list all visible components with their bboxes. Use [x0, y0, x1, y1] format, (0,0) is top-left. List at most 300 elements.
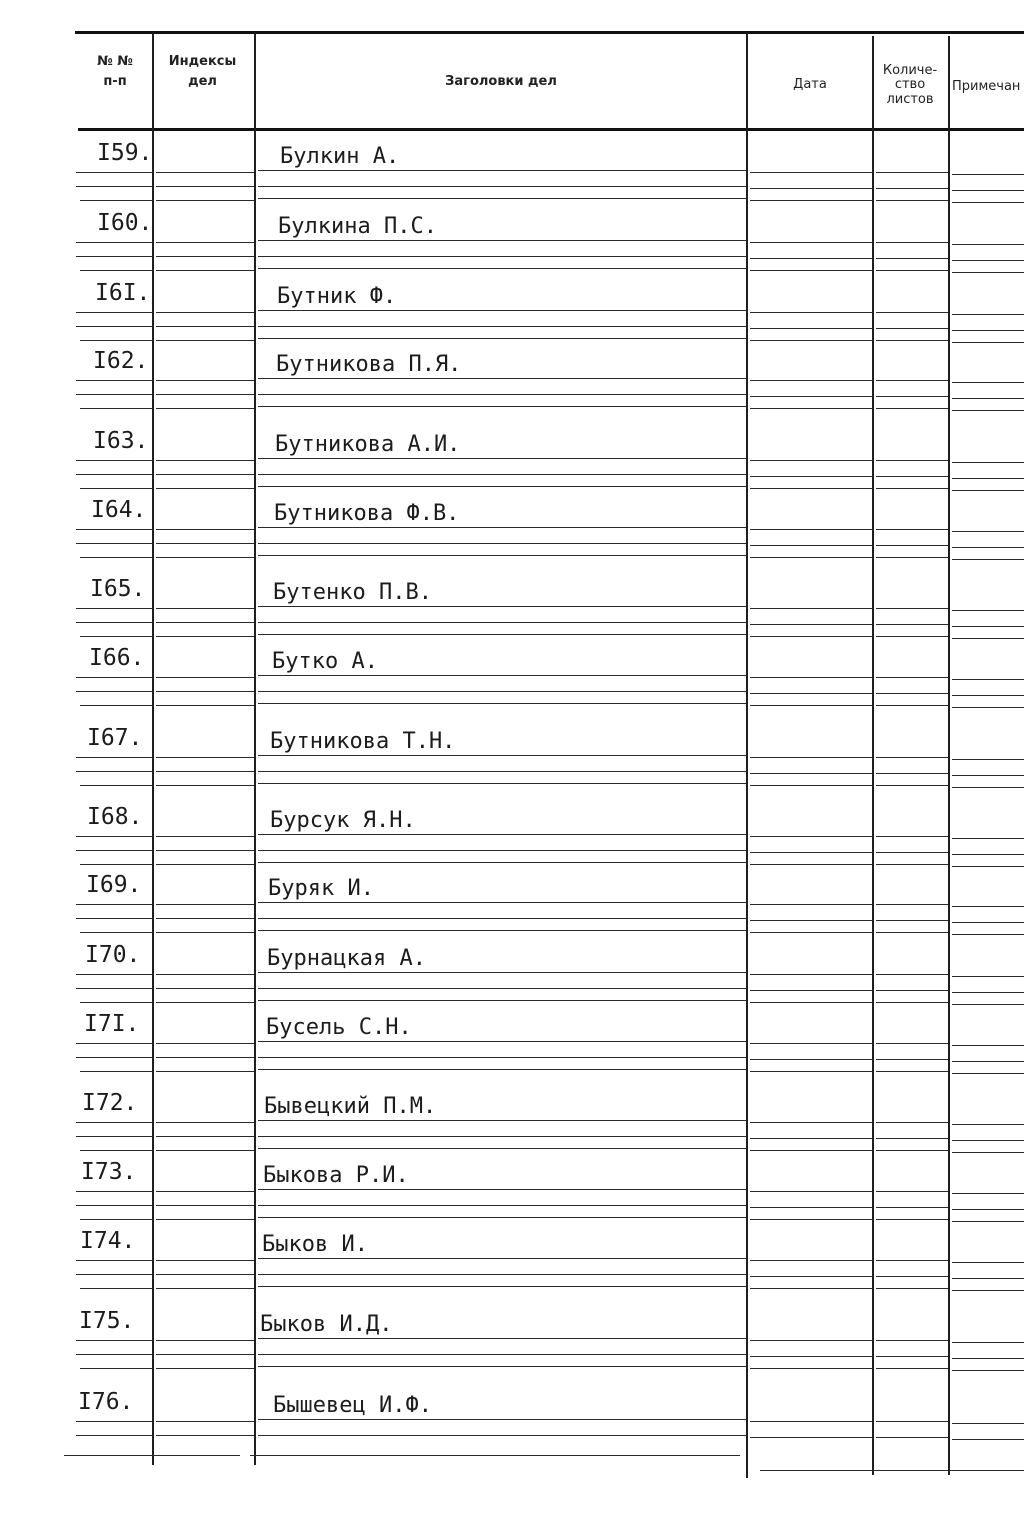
row-separator [258, 862, 746, 863]
row-separator [750, 396, 872, 397]
row-separator [258, 634, 746, 635]
row-separator [156, 850, 254, 851]
row-separator [76, 543, 152, 544]
row-underline [750, 757, 872, 758]
divider-date-sheets [872, 36, 874, 1475]
row-separator [876, 932, 948, 933]
row-separator [156, 200, 254, 201]
row-underline [952, 838, 1024, 839]
row-title: Буряк И. [268, 876, 374, 901]
row-separator [952, 854, 1024, 855]
row-underline [952, 462, 1024, 463]
header-number [80, 52, 150, 92]
row-underline [750, 974, 872, 975]
row-separator [76, 1136, 152, 1137]
row-separator [156, 771, 254, 772]
row-separator [750, 1437, 872, 1438]
row-separator [258, 771, 746, 772]
row-separator [952, 1278, 1024, 1279]
row-separator [876, 624, 948, 625]
row-underline [952, 314, 1024, 315]
row-underline [258, 834, 746, 835]
row-separator [258, 406, 746, 407]
row-number: I74. [80, 1228, 136, 1254]
row-separator [952, 190, 1024, 191]
row-separator [258, 1136, 746, 1137]
row-separator [952, 626, 1024, 627]
row-underline [952, 382, 1024, 383]
row-underline [750, 677, 872, 678]
row-underline [76, 242, 152, 243]
row-underline [750, 529, 872, 530]
row-underline [876, 677, 948, 678]
row-separator [156, 186, 254, 187]
row-separator [952, 398, 1024, 399]
row-separator [750, 545, 872, 546]
row-separator [952, 866, 1024, 867]
row-underline [952, 610, 1024, 611]
row-underline [750, 904, 872, 905]
header-title: Заголовки дел [445, 74, 557, 89]
row-separator [156, 622, 254, 623]
row-separator [750, 1219, 872, 1220]
row-number: I67. [87, 725, 143, 751]
row-separator [750, 1138, 872, 1139]
row-separator [876, 340, 948, 341]
row-separator [876, 557, 948, 558]
row-underline [156, 172, 254, 173]
row-underline [258, 1189, 746, 1190]
divider-index-title [254, 33, 256, 1465]
row-title: Бутникова Ф.В. [274, 501, 460, 526]
row-underline [76, 836, 152, 837]
row-separator [876, 270, 948, 271]
row-separator [258, 1435, 746, 1436]
row-underline [76, 1122, 152, 1123]
header-bottom-border [78, 128, 1024, 131]
row-separator [156, 1136, 254, 1137]
row-separator [76, 771, 152, 772]
row-underline [258, 902, 746, 903]
header-notes: Примечан [952, 79, 1021, 94]
row-underline [76, 380, 152, 381]
row-separator [258, 326, 746, 327]
row-underline [876, 1043, 948, 1044]
row-separator [258, 930, 746, 931]
row-separator [876, 1207, 948, 1208]
row-separator [156, 557, 254, 558]
row-underline [750, 1340, 872, 1341]
row-separator [156, 988, 254, 989]
row-separator [952, 787, 1024, 788]
row-underline [952, 1342, 1024, 1343]
row-separator [876, 545, 948, 546]
row-separator [952, 1439, 1024, 1440]
row-separator [80, 1150, 152, 1151]
divider-title-date [746, 33, 748, 1478]
row-separator [750, 1288, 872, 1289]
row-underline [76, 529, 152, 530]
row-separator [952, 272, 1024, 273]
row-separator [80, 705, 152, 706]
row-separator [258, 918, 746, 919]
row-underline [156, 608, 254, 609]
row-separator [876, 773, 948, 774]
row-separator [750, 785, 872, 786]
row-separator [952, 478, 1024, 479]
row-title: Бутникова А.И. [275, 432, 461, 457]
row-separator [258, 1217, 746, 1218]
row-separator [750, 258, 872, 259]
row-title: Бутенко П.В. [273, 580, 432, 605]
row-separator [80, 408, 152, 409]
row-underline [876, 904, 948, 905]
row-separator [80, 785, 152, 786]
row-underline [76, 974, 152, 975]
row-separator [156, 1354, 254, 1355]
row-underline [156, 1191, 254, 1192]
header-number-line-2: п-п [103, 74, 127, 90]
row-separator [750, 864, 872, 865]
row-title: Бутник Ф. [277, 284, 397, 309]
row-underline [156, 1340, 254, 1341]
row-separator [750, 852, 872, 853]
row-separator [80, 557, 152, 558]
row-separator [952, 330, 1024, 331]
row-underline [258, 1258, 746, 1259]
row-separator [258, 691, 746, 692]
row-number: I70. [85, 942, 141, 968]
row-separator [76, 1435, 152, 1436]
row-underline [156, 836, 254, 837]
header-date: Дата [793, 77, 827, 92]
row-separator [258, 486, 746, 487]
row-underline [156, 1122, 254, 1123]
row-separator [156, 1002, 254, 1003]
row-separator [258, 703, 746, 704]
bottom-rule [64, 1455, 240, 1456]
row-separator [952, 1073, 1024, 1074]
row-underline [750, 1260, 872, 1261]
row-underline [76, 172, 152, 173]
row-separator [876, 258, 948, 259]
row-underline [952, 1262, 1024, 1263]
row-separator [876, 852, 948, 853]
row-separator [750, 636, 872, 637]
row-separator [952, 410, 1024, 411]
row-separator [876, 1150, 948, 1151]
row-separator [258, 1000, 746, 1001]
row-separator [80, 270, 152, 271]
row-separator [876, 864, 948, 865]
row-separator [80, 1002, 152, 1003]
row-separator [750, 188, 872, 189]
row-separator [750, 1150, 872, 1151]
row-separator [750, 1368, 872, 1369]
row-separator [876, 200, 948, 201]
row-underline [76, 1421, 152, 1422]
row-separator [876, 396, 948, 397]
row-separator [76, 474, 152, 475]
row-separator [750, 932, 872, 933]
row-number: I68. [87, 804, 143, 830]
row-number: I72. [82, 1090, 138, 1116]
row-separator [156, 705, 254, 706]
row-underline [258, 675, 746, 676]
row-separator [876, 328, 948, 329]
row-separator [76, 1354, 152, 1355]
row-separator [952, 1152, 1024, 1153]
row-separator [258, 1148, 746, 1149]
row-underline [76, 608, 152, 609]
row-separator [876, 705, 948, 706]
row-separator [76, 1274, 152, 1275]
row-underline [750, 380, 872, 381]
row-separator [156, 636, 254, 637]
row-separator [876, 1071, 948, 1072]
row-underline [876, 608, 948, 609]
divider-number-index [152, 33, 154, 1465]
row-separator [952, 260, 1024, 261]
row-underline [156, 757, 254, 758]
row-separator [258, 186, 746, 187]
row-underline [156, 677, 254, 678]
row-separator [258, 1354, 746, 1355]
bottom-rule [250, 1455, 740, 1456]
header-sheets-line-3: листов [886, 91, 934, 107]
row-separator [258, 1205, 746, 1206]
row-separator [750, 1356, 872, 1357]
row-separator [80, 1368, 152, 1369]
row-number: I73. [81, 1159, 137, 1185]
row-separator [80, 636, 152, 637]
row-separator [876, 1437, 948, 1438]
row-separator [876, 1002, 948, 1003]
row-number: I7I. [84, 1011, 140, 1037]
row-underline [258, 170, 746, 171]
row-underline [258, 972, 746, 973]
row-separator [952, 992, 1024, 993]
row-separator [750, 1002, 872, 1003]
row-separator [952, 1358, 1024, 1359]
row-separator [876, 1288, 948, 1289]
row-separator [750, 920, 872, 921]
row-separator [156, 1219, 254, 1220]
row-number: I66. [89, 645, 145, 671]
row-separator [156, 488, 254, 489]
row-separator [750, 557, 872, 558]
row-separator [952, 547, 1024, 548]
row-separator [156, 1071, 254, 1072]
row-underline [76, 1043, 152, 1044]
row-separator [952, 559, 1024, 560]
row-separator [80, 1219, 152, 1220]
row-underline [258, 1338, 746, 1339]
row-separator [156, 864, 254, 865]
row-separator [952, 1221, 1024, 1222]
row-title: Бывецкий П.М. [264, 1094, 437, 1119]
row-separator [156, 1368, 254, 1369]
header-index-line-2: дел [188, 74, 217, 90]
row-separator [876, 1059, 948, 1060]
row-separator [876, 1219, 948, 1220]
row-separator [156, 408, 254, 409]
row-separator [156, 543, 254, 544]
row-underline [952, 244, 1024, 245]
header-sheets [872, 64, 948, 107]
row-separator [156, 256, 254, 257]
row-underline [258, 606, 746, 607]
row-separator [156, 474, 254, 475]
row-separator [156, 1435, 254, 1436]
row-number: I62. [93, 348, 149, 374]
row-underline [258, 378, 746, 379]
row-underline [76, 460, 152, 461]
row-separator [258, 543, 746, 544]
row-number: I59. [97, 140, 153, 166]
row-separator [156, 1274, 254, 1275]
row-underline [952, 976, 1024, 977]
row-title: Быков И.Д. [260, 1312, 393, 1337]
row-separator [952, 202, 1024, 203]
row-underline [952, 759, 1024, 760]
row-title: Бусель С.Н. [266, 1015, 412, 1040]
row-separator [876, 636, 948, 637]
row-underline [258, 1120, 746, 1121]
bottom-rule [760, 1470, 1024, 1471]
row-separator [258, 256, 746, 257]
row-separator [750, 476, 872, 477]
row-underline [156, 380, 254, 381]
row-separator [80, 340, 152, 341]
row-underline [258, 240, 746, 241]
row-separator [156, 1150, 254, 1151]
row-separator [156, 691, 254, 692]
row-underline [876, 1421, 948, 1422]
row-separator [258, 198, 746, 199]
row-separator [156, 394, 254, 395]
row-separator [258, 1274, 746, 1275]
row-separator [876, 1356, 948, 1357]
row-separator [952, 1061, 1024, 1062]
row-underline [876, 757, 948, 758]
row-separator [750, 488, 872, 489]
row-underline [156, 1260, 254, 1261]
row-separator [258, 1069, 746, 1070]
row-underline [76, 904, 152, 905]
header-index [155, 52, 250, 92]
row-number: I75. [79, 1308, 135, 1334]
header-sheets-line-2: ство [894, 77, 926, 93]
row-separator [156, 270, 254, 271]
row-underline [876, 460, 948, 461]
row-underline [76, 1260, 152, 1261]
row-number: I60. [97, 210, 153, 236]
row-underline [156, 242, 254, 243]
row-title: Булкина П.С. [278, 214, 437, 239]
row-underline [876, 1122, 948, 1123]
row-separator [156, 918, 254, 919]
row-separator [76, 622, 152, 623]
row-separator [80, 488, 152, 489]
row-separator [156, 340, 254, 341]
row-underline [258, 527, 746, 528]
row-separator [76, 256, 152, 257]
row-separator [156, 785, 254, 786]
row-separator [750, 990, 872, 991]
row-underline [258, 458, 746, 459]
row-separator [952, 707, 1024, 708]
row-separator [76, 394, 152, 395]
row-underline [750, 242, 872, 243]
row-title: Бутникова Т.Н. [270, 729, 456, 754]
row-separator [258, 850, 746, 851]
row-separator [80, 864, 152, 865]
row-separator [258, 394, 746, 395]
row-title: Булкин А. [280, 144, 400, 169]
row-separator [952, 1004, 1024, 1005]
row-underline [76, 1340, 152, 1341]
row-underline [76, 1191, 152, 1192]
row-underline [750, 1191, 872, 1192]
row-underline [952, 679, 1024, 680]
row-underline [876, 836, 948, 837]
row-separator [952, 922, 1024, 923]
row-separator [258, 988, 746, 989]
row-underline [876, 1340, 948, 1341]
row-separator [156, 1205, 254, 1206]
row-underline [750, 1122, 872, 1123]
row-title: Бышевец И.Ф. [273, 1393, 432, 1418]
row-separator [80, 932, 152, 933]
row-separator [258, 1366, 746, 1367]
row-separator [952, 490, 1024, 491]
row-separator [750, 1276, 872, 1277]
row-separator [80, 1071, 152, 1072]
row-separator [258, 622, 746, 623]
row-separator [876, 1368, 948, 1369]
row-number: I6I. [95, 280, 151, 306]
row-underline [952, 1193, 1024, 1194]
row-separator [876, 785, 948, 786]
row-underline [750, 460, 872, 461]
row-separator [750, 270, 872, 271]
row-separator [750, 693, 872, 694]
row-title: Быков И. [262, 1232, 368, 1257]
row-underline [258, 1419, 746, 1420]
row-separator [750, 328, 872, 329]
row-underline [750, 608, 872, 609]
row-number: I69. [86, 872, 142, 898]
row-underline [76, 677, 152, 678]
row-underline [750, 1421, 872, 1422]
row-underline [156, 1421, 254, 1422]
row-number: I64. [91, 497, 147, 523]
row-separator [876, 1138, 948, 1139]
row-separator [258, 555, 746, 556]
row-underline [750, 1043, 872, 1044]
row-underline [76, 757, 152, 758]
row-separator [952, 1209, 1024, 1210]
row-underline [76, 312, 152, 313]
row-underline [876, 380, 948, 381]
row-underline [952, 1423, 1024, 1424]
row-separator [750, 340, 872, 341]
row-separator [876, 1276, 948, 1277]
row-underline [952, 174, 1024, 175]
row-separator [156, 1057, 254, 1058]
row-separator [258, 783, 746, 784]
